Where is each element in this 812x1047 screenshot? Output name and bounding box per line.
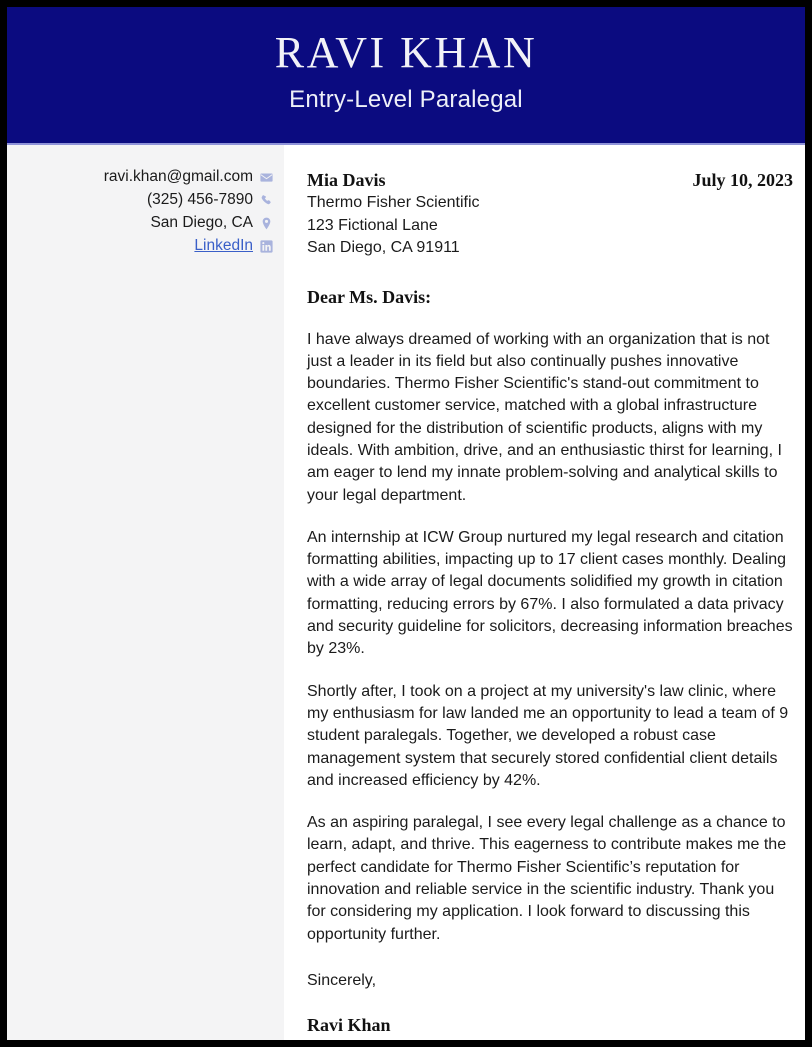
contact-phone-text: (325) 456-7890 (147, 191, 253, 208)
job-title: Entry-Level Paralegal (289, 86, 523, 113)
contact-list (7, 166, 273, 257)
salutation: Dear Ms. Davis: (307, 286, 432, 307)
contact-item-phone (7, 189, 273, 211)
recipient-street: 123 Fictional Lane (307, 216, 438, 234)
contact-item-email (7, 166, 273, 188)
letter-date: July 10, 2023 (692, 170, 793, 190)
contact-location-text: San Diego, CA (150, 214, 253, 231)
contact-sidebar (7, 145, 284, 1040)
signature-name: Ravi Khan (307, 1014, 391, 1035)
contact-item-linkedin[interactable] (7, 235, 273, 257)
recipient-name: Mia Davis (307, 170, 386, 190)
body-paragraph-3: Shortly after, I took on a project at my university's law clinic, where my enthusiasm for law landed me an opportunity to lead a team of 9 student paralegals. Together, we developed a robust case management system that securely stored confidential client details and increased efficiency by 42%. (307, 682, 789, 789)
contact-email-text: ravi.khan@gmail.com (103, 168, 253, 185)
linkedin-icon[interactable] (260, 240, 273, 253)
contact-item-location (7, 212, 273, 234)
recipient-block (307, 145, 794, 260)
phone-icon (260, 194, 273, 207)
letter-header (7, 7, 805, 143)
body-paragraph-2: An internship at ICW Group nurtured my legal research and citation formatting abilities, impacting up to 17 client cases monthly. Dealing with a wide array of legal documents solidified my growth in citation formatting, reducing errors by 67%. I also formulated a data privacy and security guideline for solicitors, decreasing information breaches by 23%. (307, 528, 793, 658)
letter-body (307, 145, 794, 1040)
cover-letter-page (7, 7, 805, 1040)
recipient-city: San Diego, CA 91911 (307, 239, 460, 256)
page-title: RAVI KHAN (274, 28, 538, 77)
recipient-company: Thermo Fisher Scientific (307, 194, 480, 211)
body-paragraph-1: I have always dreamed of working with an organization that is not just a leader in its field but also continually pushes innovative boundaries. Thermo Fisher Scientific's stand-out commitment to excellent customer service, matched with a global infrastructure designed for the distribution of scientific products, aligns with my ideals. With ambition, drive, and an enthusiastic thirst for learning, I am eager to lend my innate problem-solving and analytical skills to your legal department. (307, 330, 782, 504)
linkedin-link[interactable]: LinkedIn (194, 237, 253, 254)
body-paragraph-4: As an aspiring paralegal, I see every legal challenge as a chance to learn, adapt, and thrive. This eagerness to contribute makes me the perfect candidate for Thermo Fisher Scientific’s reputation for innovation and reliable service in the scientific industry. Thank you for considering my application. I look forward to discussing this opportunity further. (307, 814, 787, 943)
closing-line: Sincerely, (307, 971, 377, 989)
location-pin-icon (260, 217, 273, 230)
envelope-icon (260, 171, 273, 184)
